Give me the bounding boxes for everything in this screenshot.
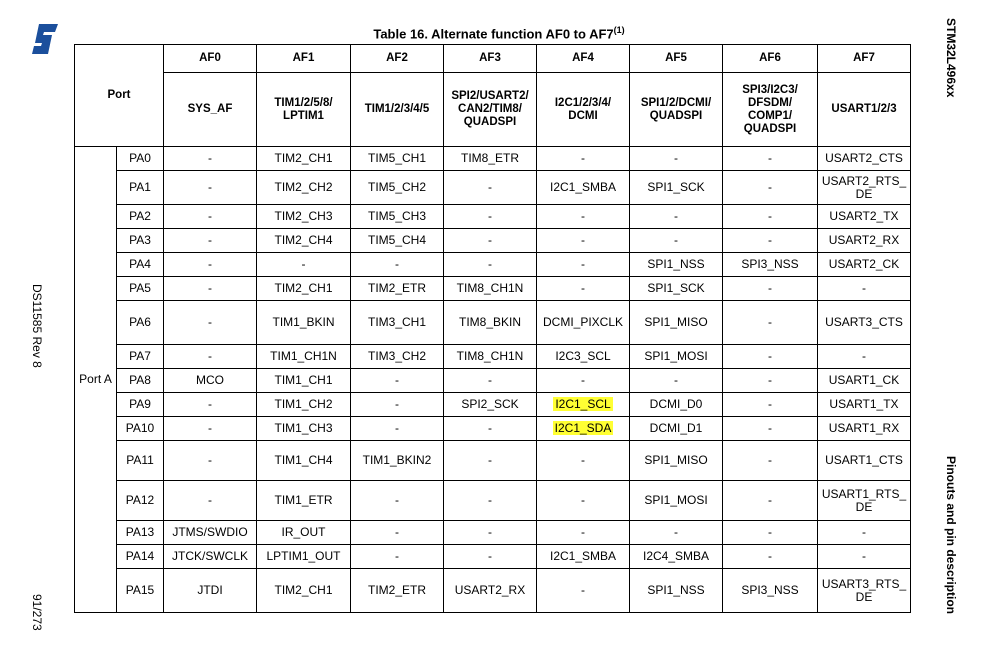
af-cell: -	[630, 229, 723, 253]
af-cell: -	[444, 417, 537, 441]
af-cell: -	[818, 277, 911, 301]
af-cell: LPTIM1_OUT	[257, 545, 351, 569]
pin-name: PA9	[117, 393, 164, 417]
af-cell: -	[537, 277, 630, 301]
af-cell: -	[351, 253, 444, 277]
af-cell: DCMI_D1	[630, 417, 723, 441]
af-cell: SPI1_MISO	[630, 441, 723, 481]
af-cell: -	[164, 205, 257, 229]
af-cell: -	[444, 205, 537, 229]
pin-name: PA14	[117, 545, 164, 569]
af-cell: -	[444, 171, 537, 205]
af-cell: TIM3_CH2	[351, 345, 444, 369]
af-cell: TIM2_CH1	[257, 569, 351, 613]
pin-name: PA7	[117, 345, 164, 369]
table-row	[75, 545, 911, 569]
af-cell: -	[818, 545, 911, 569]
highlighted-function: I2C1_SDA	[554, 421, 612, 435]
af-cell: I2C1_SMBA	[537, 545, 630, 569]
af-cell	[537, 393, 630, 417]
af-cell: -	[444, 229, 537, 253]
af-cell: TIM2_CH1	[257, 147, 351, 171]
port-group-label: Port A	[75, 147, 117, 613]
af-cell: -	[537, 569, 630, 613]
af-cell: -	[630, 521, 723, 545]
table-row	[75, 521, 911, 545]
af-label: AF3	[444, 45, 537, 73]
af-cell: TIM1_ETR	[257, 481, 351, 521]
af-cell: -	[164, 417, 257, 441]
af-cell: TIM5_CH4	[351, 229, 444, 253]
af-cell: JTMS/SWDIO	[164, 521, 257, 545]
af-label: AF5	[630, 45, 723, 73]
pin-name: PA8	[117, 369, 164, 393]
pin-name: PA2	[117, 205, 164, 229]
pin-name: PA6	[117, 301, 164, 345]
af-cell: -	[164, 393, 257, 417]
table-row	[75, 417, 911, 441]
af-cell: -	[351, 521, 444, 545]
af-label: AF4	[537, 45, 630, 73]
af-cell: TIM8_ETR	[444, 147, 537, 171]
af-cell: SPI1_MISO	[630, 301, 723, 345]
af-cell: -	[164, 277, 257, 301]
af-label: AF0	[164, 45, 257, 73]
table-row	[75, 277, 911, 301]
af-cell: USART3_CTS	[818, 301, 911, 345]
af-cell: -	[164, 253, 257, 277]
af-label: AF7	[818, 45, 911, 73]
af-cell: -	[444, 369, 537, 393]
af-cell: -	[351, 417, 444, 441]
af-cell: TIM1_CH1	[257, 369, 351, 393]
af-cell: -	[723, 417, 818, 441]
af-cell: TIM1_CH4	[257, 441, 351, 481]
af-cell: USART1_RX	[818, 417, 911, 441]
af-cell: USART1_RTS_ DE	[818, 481, 911, 521]
table-row	[75, 301, 911, 345]
af-cell: USART2_CK	[818, 253, 911, 277]
af-cell: -	[723, 277, 818, 301]
af-label: AF1	[257, 45, 351, 73]
af-cell: -	[723, 481, 818, 521]
af-cell: USART1_TX	[818, 393, 911, 417]
af-cell: -	[723, 171, 818, 205]
pin-name: PA12	[117, 481, 164, 521]
title-footnote: (1)	[613, 25, 625, 35]
af-cell: -	[818, 345, 911, 369]
af-cell: MCO	[164, 369, 257, 393]
af-cell: -	[164, 301, 257, 345]
af-cell: TIM3_CH1	[351, 301, 444, 345]
af-cell: -	[537, 481, 630, 521]
af-cell: TIM1_CH1N	[257, 345, 351, 369]
af-cell: USART3_RTS_ DE	[818, 569, 911, 613]
af-cell: TIM8_CH1N	[444, 345, 537, 369]
af-cell: USART2_RX	[818, 229, 911, 253]
af-cell: SPI1_SCK	[630, 277, 723, 301]
af-cell: USART2_RX	[444, 569, 537, 613]
af-function-header: USART1/2/3	[818, 73, 911, 147]
table-row	[75, 229, 911, 253]
af-function-header: TIM1/2/3/4/5	[351, 73, 444, 147]
af-cell: SPI1_SCK	[630, 171, 723, 205]
af-cell: -	[537, 521, 630, 545]
section-title: Pinouts and pin description	[944, 456, 958, 615]
af-cell: DCMI_PIXCLK	[537, 301, 630, 345]
pin-name: PA3	[117, 229, 164, 253]
af-cell: -	[164, 229, 257, 253]
af-cell: SPI1_NSS	[630, 253, 723, 277]
af-cell: -	[164, 171, 257, 205]
table-row	[75, 369, 911, 393]
af-function-header: I2C1/2/3/4/ DCMI	[537, 73, 630, 147]
af-cell: -	[164, 481, 257, 521]
af-function-header: SYS_AF	[164, 73, 257, 147]
af-cell: -	[537, 369, 630, 393]
af-cell: DCMI_D0	[630, 393, 723, 417]
af-cell: -	[351, 369, 444, 393]
table-title: Table 16. Alternate function AF0 to AF7$^{(1)}$	[373, 25, 625, 42]
af-cell: -	[723, 301, 818, 345]
af-cell: -	[630, 205, 723, 229]
af-cell: -	[537, 147, 630, 171]
pin-name: PA4	[117, 253, 164, 277]
af-cell: -	[164, 441, 257, 481]
af-cell: -	[444, 545, 537, 569]
af-cell: SPI1_MOSI	[630, 345, 723, 369]
af-cell: -	[537, 253, 630, 277]
af-cell: TIM1_BKIN2	[351, 441, 444, 481]
table-row	[75, 481, 911, 521]
af-cell: JTCK/SWCLK	[164, 545, 257, 569]
doc-id: DS11585 Rev 8	[30, 284, 44, 368]
af-cell: -	[723, 369, 818, 393]
af-function-header: SPI1/2/DCMI/ QUADSPI	[630, 73, 723, 147]
af-cell: USART2_CTS	[818, 147, 911, 171]
pin-name: PA15	[117, 569, 164, 613]
af-cell: TIM2_CH4	[257, 229, 351, 253]
port-header: Port	[75, 45, 164, 147]
af-cell: USART2_RTS_ DE	[818, 171, 911, 205]
af-cell: JTDI	[164, 569, 257, 613]
pin-name: PA5	[117, 277, 164, 301]
highlighted-function: I2C1_SCL	[555, 397, 611, 411]
af-cell: -	[818, 521, 911, 545]
pin-name: PA1	[117, 171, 164, 205]
af-cell: SPI1_NSS	[630, 569, 723, 613]
part-number: STM32L496xx	[944, 18, 958, 98]
af-cell: SPI3_NSS	[723, 253, 818, 277]
af-cell: TIM5_CH1	[351, 147, 444, 171]
af-cell: -	[351, 393, 444, 417]
af-cell: -	[723, 393, 818, 417]
pin-name: PA13	[117, 521, 164, 545]
af-cell: -	[630, 369, 723, 393]
table-row	[75, 147, 911, 171]
af-cell: -	[351, 545, 444, 569]
af-cell: -	[630, 147, 723, 171]
af-cell: TIM8_BKIN	[444, 301, 537, 345]
af-label: AF6	[723, 45, 818, 73]
logo-text: ST	[30, 22, 32, 23]
af-cell	[537, 417, 630, 441]
af-cell: TIM8_CH1N	[444, 277, 537, 301]
af-cell: I2C1_SMBA	[537, 171, 630, 205]
pin-name: PA11	[117, 441, 164, 481]
af-cell: -	[723, 521, 818, 545]
af-label: AF2	[351, 45, 444, 73]
af-cell: TIM5_CH2	[351, 171, 444, 205]
af-cell: TIM2_CH1	[257, 277, 351, 301]
table-row	[75, 205, 911, 229]
table-row	[75, 253, 911, 277]
af-cell: -	[537, 229, 630, 253]
af-cell: -	[444, 481, 537, 521]
af-cell: -	[444, 441, 537, 481]
af-cell: -	[723, 441, 818, 481]
af-cell: -	[723, 345, 818, 369]
af-cell: TIM5_CH3	[351, 205, 444, 229]
table-row	[75, 345, 911, 369]
alternate-function-table	[74, 44, 911, 613]
table-row	[75, 171, 911, 205]
af-cell: TIM1_CH3	[257, 417, 351, 441]
page-number: 91/273	[30, 594, 44, 631]
af-function-header: SPI3/I2C3/ DFSDM/ COMP1/ QUADSPI	[723, 73, 818, 147]
af-cell: TIM1_BKIN	[257, 301, 351, 345]
af-cell: -	[351, 481, 444, 521]
af-cell: USART1_CK	[818, 369, 911, 393]
af-cell: USART2_TX	[818, 205, 911, 229]
af-cell: SPI3_NSS	[723, 569, 818, 613]
af-cell: -	[723, 147, 818, 171]
af-cell: -	[537, 441, 630, 481]
af-cell: SPI1_MOSI	[630, 481, 723, 521]
table-row	[75, 393, 911, 417]
af-cell: -	[723, 205, 818, 229]
af-cell: TIM2_ETR	[351, 277, 444, 301]
table-row	[75, 441, 911, 481]
af-cell: SPI2_SCK	[444, 393, 537, 417]
af-cell: I2C4_SMBA	[630, 545, 723, 569]
af-cell: I2C3_SCL	[537, 345, 630, 369]
af-cell: -	[444, 253, 537, 277]
af-cell: TIM2_CH2	[257, 171, 351, 205]
af-cell: TIM1_CH2	[257, 393, 351, 417]
pin-name: PA0	[117, 147, 164, 171]
af-cell: TIM2_ETR	[351, 569, 444, 613]
af-cell: -	[164, 345, 257, 369]
af-cell: IR_OUT	[257, 521, 351, 545]
af-cell: USART1_CTS	[818, 441, 911, 481]
af-cell: TIM2_CH3	[257, 205, 351, 229]
af-cell: -	[164, 147, 257, 171]
af-cell: -	[444, 521, 537, 545]
af-cell: -	[723, 545, 818, 569]
af-function-header: SPI2/USART2/ CAN2/TIM8/ QUADSPI	[444, 73, 537, 147]
pin-name: PA10	[117, 417, 164, 441]
af-cell: -	[257, 253, 351, 277]
af-cell: -	[537, 205, 630, 229]
af-cell: -	[723, 229, 818, 253]
af-function-header: TIM1/2/5/8/ LPTIM1	[257, 73, 351, 147]
table-row	[75, 569, 911, 613]
